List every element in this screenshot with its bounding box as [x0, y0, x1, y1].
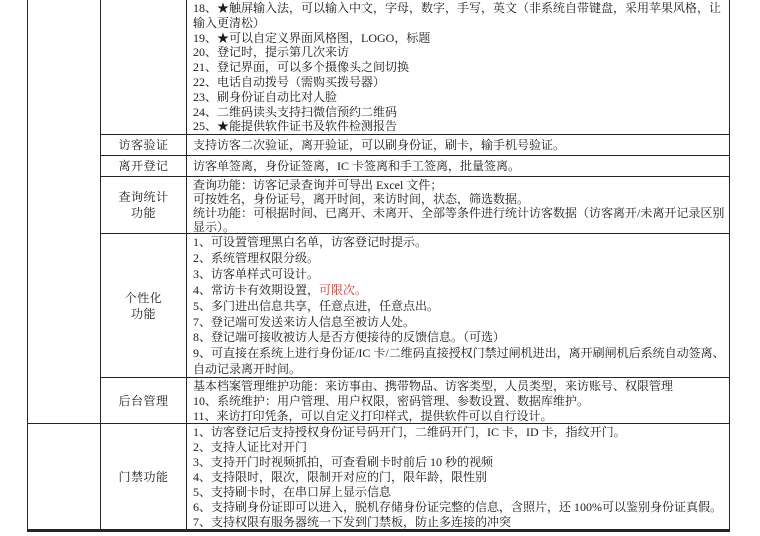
- row-label-checkout-registration: [101, 156, 187, 176]
- feature-line: [193, 235, 726, 251]
- feature-text: 可按姓名，身份证号，离开时间，来访时间，状态，筛选数据。: [193, 192, 530, 206]
- feature-line: [193, 409, 726, 423]
- feature-line: [193, 60, 726, 75]
- feature-text: 11、来访打印凭条，可以自定义打印样式，提供软件可以自行设计。: [193, 409, 553, 423]
- row-label-personalization: [101, 234, 187, 377]
- feature-line: [193, 159, 726, 174]
- row-label-access-control: [101, 424, 187, 529]
- left-empty-cell-lower: [28, 424, 101, 529]
- row-label-text: 功能: [130, 306, 156, 321]
- feature-line: [193, 346, 726, 362]
- row-group-backend-management: [101, 377, 729, 423]
- feature-text: 5、支持刷卡时，在串口屏上显示信息: [193, 485, 392, 499]
- feature-text: 5、多门进出信息共享，任意点进，任意点出。: [193, 298, 440, 313]
- feature-line: [193, 299, 726, 315]
- feature-text: 9、可直接在系统上进行身份证/IC 卡/二维码直接授权门禁过闸机进出，离开刷闸机后系统自动签离、: [193, 346, 725, 361]
- feature-text: 23、刷身份证自动比对人脸: [193, 89, 338, 104]
- feature-list-registration-features-continued: [187, 0, 729, 134]
- feature-text: 20、登记时，提示第几次来访: [193, 45, 350, 60]
- feature-list-visitor-verification: [187, 135, 729, 155]
- feature-text: 显示）。: [193, 220, 236, 233]
- lower-row-groups: [101, 424, 729, 529]
- feature-line: [193, 485, 726, 500]
- feature-text: 8、登记端可接收被访人是否方便接待的反馈信息。（可选）: [193, 330, 506, 345]
- feature-text: 22、电话自动拨号（需购买拨号器）: [193, 74, 386, 89]
- row-group-query-statistics: [101, 176, 729, 233]
- feature-line: [193, 470, 726, 485]
- feature-list-query-statistics: [187, 177, 729, 233]
- feature-text: 基本档案管理维护功能：来访事由、携带物品、访客类型，人员类型，来访账号、权限管理: [193, 379, 674, 393]
- feature-line: [193, 31, 726, 46]
- feature-line: [193, 138, 726, 153]
- feature-line: [193, 45, 726, 60]
- feature-text: 输入更清松）: [193, 15, 266, 30]
- feature-text: 25、★能提供软件证书及软件检测报告: [193, 119, 398, 134]
- row-group-registration-features-continued: [101, 0, 729, 134]
- row-group-access-control: [101, 424, 729, 529]
- feature-text: 3、访客单样式可设计。: [193, 266, 320, 281]
- feature-text: 19、★可以自定义界面风格图，LOGO，标题: [193, 30, 431, 45]
- feature-text: 2、系统管理权限分级。: [193, 250, 320, 265]
- feature-text: 3、支持开门时视频抓拍，可查看刷卡时前后 10 秒的视频: [193, 455, 494, 469]
- feature-line: [193, 206, 726, 220]
- feature-text: 2、支持人证比对开门: [193, 440, 308, 454]
- left-empty-cell-upper: [28, 0, 101, 423]
- feature-list-backend-management: [187, 378, 729, 423]
- feature-line: [193, 500, 726, 515]
- feature-line: [193, 16, 726, 31]
- feature-text: 1、访客登记后支持授权身份证号码开门，二维码开门，IC 卡，ID 卡，指纹开门。: [193, 425, 626, 439]
- feature-text: 统计功能：可根据时间、已离开、未离开、全部等条件进行统计访客数据（访客离开/未离开记录区别: [193, 206, 725, 220]
- row-label-backend-management: [101, 378, 187, 423]
- feature-text: 4、常访卡有效期设置，: [193, 282, 320, 297]
- feature-text: 7、登记端可发送来访人信息至被访人处。: [193, 314, 416, 329]
- row-label-query-statistics: [101, 177, 187, 233]
- row-group-visitor-verification: [101, 134, 729, 155]
- highlighted-red-text: 可限次。: [319, 282, 368, 297]
- feature-line: [193, 330, 726, 346]
- row-label-text: 访客验证: [118, 138, 169, 152]
- feature-line: [193, 283, 726, 299]
- upper-row-groups: [101, 0, 729, 423]
- feature-line: [193, 362, 726, 377]
- feature-text: 支持访客二次验证，离开验证，可以刷身份证，刷卡，输手机号验证。: [193, 137, 566, 152]
- feature-text: 查询功能：访客记录查询并可导出 Excel 文件；: [193, 178, 443, 192]
- feature-line: [193, 379, 726, 394]
- row-label-visitor-verification: [101, 135, 187, 155]
- feature-list-checkout-registration: [187, 156, 729, 176]
- feature-line: [193, 455, 726, 470]
- feature-line: [193, 1, 726, 16]
- row-group-checkout-registration: [101, 155, 729, 176]
- feature-line: [193, 90, 726, 105]
- feature-line: [193, 75, 726, 90]
- feature-line: [193, 192, 726, 206]
- feature-text: 自动记录离开时间。: [193, 362, 302, 377]
- feature-text: 4、支持限时，限次，限制开对应的门，限年龄，限性别: [193, 470, 488, 484]
- feature-line: [193, 440, 726, 455]
- row-label-text: 查询统计: [118, 190, 169, 204]
- table-upper-band: [28, 0, 729, 423]
- feature-spec-table: [27, 0, 730, 532]
- feature-text: 24、二维码读头支持扫微信预约二维码: [193, 104, 398, 119]
- feature-line: [193, 178, 726, 192]
- feature-line: [193, 105, 726, 120]
- row-group-personalization: [101, 233, 729, 377]
- feature-text: 6、支持刷身份证即可以进入，脱机存储身份证完整的信息，含照片，还 100%可以鉴别身份证真假。: [193, 500, 722, 514]
- feature-line: [193, 251, 726, 267]
- feature-line: [193, 119, 726, 134]
- row-label-registration-features-continued: [101, 0, 187, 134]
- feature-list-access-control: [187, 424, 729, 529]
- feature-line: [193, 315, 726, 331]
- row-label-text: 门禁功能: [118, 469, 169, 484]
- feature-text: 7、支持权限有服务器统一下发到门禁板，防止多连接的冲突: [193, 515, 512, 529]
- row-label-text: 功能: [130, 206, 156, 220]
- feature-line: [193, 515, 726, 529]
- feature-list-personalization: [187, 234, 729, 377]
- feature-line: [193, 220, 726, 233]
- feature-line: [193, 425, 726, 440]
- feature-line: [193, 267, 726, 283]
- feature-text: 访客单签离，身份证签离，IC 卡签离和手工签离，批量签离。: [193, 158, 521, 173]
- row-label-text: 个性化: [124, 290, 163, 305]
- row-label-text: 后台管理: [118, 393, 169, 408]
- table-lower-band: [28, 423, 729, 529]
- feature-text: 21、登记界面，可以多个摄像头之间切换: [193, 60, 410, 75]
- feature-text: 10、系统维护：用户管理、用户权限，密码管理、参数设置、数据库维护。: [193, 394, 590, 408]
- feature-text: 18、★触屏输入法，可以输入中文，字母，数字，手写，英文（非系统自带键盘，采用苹果风格，让: [193, 1, 722, 15]
- row-label-text: 离开登记: [118, 159, 169, 173]
- feature-text: 1、可设置管理黑白名单，访客登记时提示。: [193, 235, 428, 249]
- feature-line: [193, 394, 726, 409]
